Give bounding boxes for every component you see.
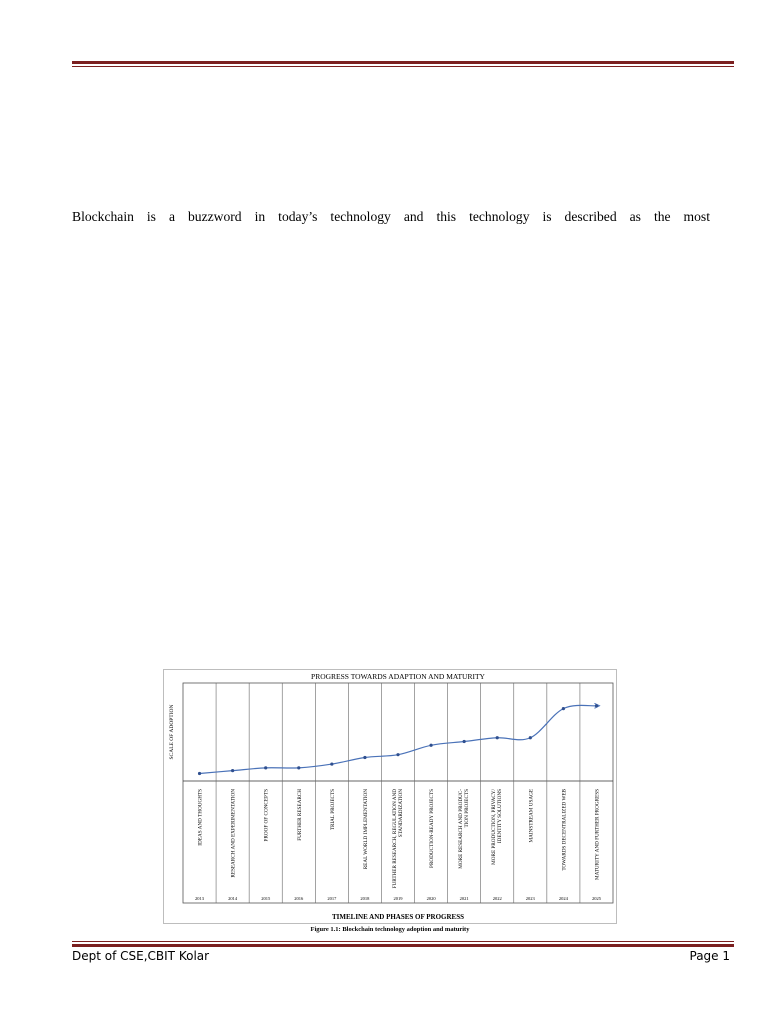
phase-label: IDEAS AND THOUGHTS [197,789,204,846]
data-point [529,736,532,739]
year-tick-label: 2016 [294,896,304,901]
data-point [363,756,366,759]
data-point [330,762,333,765]
year-tick-label: 2019 [393,896,403,901]
data-point [496,736,499,739]
year-tick-label: 2013 [195,896,205,901]
data-point [231,769,234,772]
footer-rule-thick [72,944,734,947]
year-tick-label: 2020 [426,896,436,901]
phase-label: MORE PRODUCTION, PRIVACY/IDENTITY SOLUTIONS [491,789,504,865]
phase-label: MAINSTREAM USAGE [528,789,535,843]
figure [163,669,617,924]
x-axis-label: TIMELINE AND PHASES OF PROGRESS [332,913,464,921]
phase-label: PROOF OF CONCEPTS [263,789,270,842]
footer-rule-thin [72,941,734,942]
phase-label: FURTHER RESEARCH [296,789,303,841]
body-paragraph: Blockchain is a buzzword in today’s technology and this technology is described as the most [72,209,710,224]
data-point [264,766,267,769]
data-point [562,707,565,710]
data-point [198,772,201,775]
footer-department: Dept of CSE,CBIT Kolar [72,949,210,963]
chart-title: PROGRESS TOWARDS ADAPTION AND MATURITY [311,672,485,681]
data-point [595,704,598,707]
data-point [463,740,466,743]
footer-page-number: Page 1 [689,949,730,963]
header-rule-thin [72,66,734,67]
phase-label: TRIAL PROJECTS [329,789,336,831]
year-tick-label: 2017 [327,896,337,901]
year-tick-label: 2014 [228,896,238,901]
phase-label: REAL WORLD IMPLEMENTATION [362,789,369,870]
year-tick-label: 2022 [492,896,502,901]
figure-caption: Figure 1.1: Blockchain technology adoption and maturity [310,926,470,933]
year-tick-label: 2025 [591,896,601,901]
year-tick-label: 2024 [558,896,568,901]
data-point [429,744,432,747]
y-axis-label: SCALE OF ADOPTION [169,704,175,760]
year-tick-label: 2023 [525,896,535,901]
phase-label: MORE RESEARCH AND PRODUC-TION PROJECTS [458,789,471,869]
header-rule-thick [72,61,734,64]
phase-label: MATURITY AND FURTHER PROGRESS [594,789,601,881]
phase-label: RESEARCH AND EXPERIMENTATION [230,789,237,878]
phase-label: PRODUCTION-READY PROJECTS [429,789,436,868]
data-point [297,766,300,769]
phase-label: TOWARDS DECENTRALIZED WEB [561,789,568,871]
year-tick-label: 2018 [360,896,370,901]
adoption-chart [163,669,617,924]
phase-label: FURTHER RESEARCH, REGULATION ANDSTANDARDIZATION [392,789,404,889]
data-point [396,753,399,756]
year-tick-label: 2015 [261,896,271,901]
year-tick-label: 2021 [459,896,469,901]
